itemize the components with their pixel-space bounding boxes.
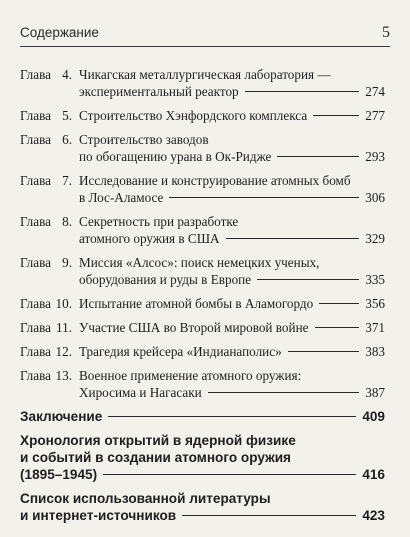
- entry-title-text: Список использованной литературы: [20, 491, 271, 506]
- chapter-label: Глава: [20, 67, 51, 82]
- entry-line: [79, 384, 385, 401]
- entry-line: [79, 66, 385, 83]
- chapter-label: Глава: [20, 132, 51, 147]
- entry-page-number: 383: [365, 344, 385, 359]
- entry-page-number: 335: [365, 272, 385, 287]
- chapter-label: Глава: [20, 255, 51, 270]
- entry-page-number: 387: [365, 385, 385, 400]
- entry-title-text: по обогащению урана в Ок-Ридже: [79, 149, 272, 164]
- entry-page-number: 306: [365, 190, 385, 205]
- toc-chapter-entry: [20, 343, 385, 360]
- chapter-body: [79, 343, 385, 360]
- entry-page-number: 371: [365, 320, 385, 335]
- entry-line: [79, 230, 385, 247]
- entry-page-number: 409: [362, 409, 385, 424]
- dot-leader: [319, 303, 359, 304]
- entry-line: [79, 319, 385, 336]
- toc-section-entry: [20, 432, 385, 483]
- dot-leader: [257, 279, 359, 280]
- chapter-body: [79, 131, 385, 165]
- entry-line: [20, 490, 385, 507]
- entry-title-text: Исследование и конструирование атомных бомб: [79, 173, 351, 188]
- chapter-number: 4.: [62, 67, 72, 82]
- chapter-number: 7.: [62, 173, 72, 188]
- entry-line: [20, 507, 385, 524]
- entry-line: [79, 189, 385, 206]
- entry-line: [79, 148, 385, 165]
- entry-title-text: оборудования и руды в Европе: [79, 272, 252, 287]
- toc-chapter-entry: [20, 172, 385, 206]
- toc-chapter-entry: [20, 213, 385, 247]
- chapter-number: 10.: [55, 296, 72, 311]
- toc-chapter-entry: [20, 295, 385, 312]
- entry-title-text: Хронология открытий в ядерной физике: [20, 433, 296, 448]
- running-head: [20, 24, 390, 42]
- chapter-number: 9.: [62, 255, 72, 270]
- chapter-number: 11.: [56, 320, 72, 335]
- chapter-label: Глава: [20, 214, 51, 229]
- entry-line: [79, 343, 385, 360]
- entry-title-text: и интернет-источников: [20, 508, 177, 523]
- dot-leader: [313, 115, 359, 116]
- toc-chapter-entry: [20, 66, 385, 100]
- entry-title-text: Секретность при разработке: [79, 214, 239, 229]
- dot-leader: [108, 416, 356, 417]
- entry-page-number: 423: [362, 508, 385, 523]
- entry-line: [20, 432, 385, 449]
- entry-title-text: Участие США во Второй мировой войне: [79, 320, 309, 335]
- entry-line: [79, 295, 385, 312]
- entry-title-text: Строительство заводов: [79, 132, 209, 147]
- entry-page-number: 274: [365, 84, 385, 99]
- entry-page-number: 416: [362, 467, 385, 482]
- dot-leader: [182, 515, 356, 516]
- entry-page-number: 293: [365, 149, 385, 164]
- dot-leader: [315, 327, 360, 328]
- entry-line: [79, 254, 385, 271]
- chapter-body: [79, 172, 385, 206]
- entry-line: [79, 83, 385, 100]
- chapter-number: 12.: [55, 344, 72, 359]
- entry-title-text: Заключение: [20, 409, 103, 424]
- running-head-title: Содержание: [20, 25, 99, 40]
- entry-title-text: экспериментальный реактор: [79, 84, 239, 99]
- chapter-number: 6.: [62, 132, 72, 147]
- entry-line: [79, 172, 385, 189]
- entry-line: [79, 107, 385, 124]
- chapter-body: [79, 107, 385, 124]
- entry-title-text: (1895–1945): [20, 467, 98, 482]
- chapter-label: Глава: [20, 344, 51, 359]
- chapter-label: Глава: [20, 108, 51, 123]
- entry-title-text: в Лос-Аламосе: [79, 190, 164, 205]
- chapter-body: [79, 254, 385, 288]
- entry-title-text: Хиросима и Нагасаки: [79, 385, 202, 400]
- toc-chapter-entry: [20, 107, 385, 124]
- chapter-body: [79, 367, 385, 401]
- dot-leader: [277, 156, 359, 157]
- dot-leader: [288, 351, 359, 352]
- chapter-number: 13.: [55, 368, 72, 383]
- table-of-contents: [20, 66, 385, 531]
- header-rule: [20, 46, 390, 47]
- entry-line: [20, 449, 385, 466]
- entry-line: [79, 271, 385, 288]
- entry-line: [79, 367, 385, 384]
- toc-chapter-entry: [20, 319, 385, 336]
- toc-chapter-entry: [20, 254, 385, 288]
- toc-chapter-entry: [20, 131, 385, 165]
- entry-title-text: Строительство Хэнфордского комплекса: [79, 108, 308, 123]
- dot-leader: [169, 197, 359, 198]
- toc-section-entry: [20, 490, 385, 524]
- entry-title-text: Испытание атомной бомбы в Аламогордо: [79, 296, 314, 311]
- entry-title-text: Чикагская металлургическая лаборатория —: [79, 67, 331, 82]
- entry-page-number: 277: [365, 108, 385, 123]
- chapter-label: Глава: [20, 368, 51, 383]
- dot-leader: [208, 392, 359, 393]
- chapter-number: 5.: [62, 108, 72, 123]
- chapter-body: [79, 319, 385, 336]
- entry-line: [20, 466, 385, 483]
- entry-page-number: 356: [365, 296, 385, 311]
- chapter-label: Глава: [20, 173, 51, 188]
- chapter-body: [79, 295, 385, 312]
- toc-section-entry: [20, 408, 385, 425]
- entry-line: [79, 131, 385, 148]
- dot-leader: [103, 474, 356, 475]
- chapter-body: [79, 213, 385, 247]
- entry-title-text: и событий в создании атомного оружия: [20, 450, 291, 465]
- entry-title-text: Миссия «Алсос»: поиск немецких ученых,: [79, 255, 320, 270]
- dot-leader: [226, 238, 359, 239]
- entry-title-text: Военное применение атомного оружия:: [79, 368, 302, 383]
- page-number: 5: [382, 24, 390, 41]
- entry-title-text: Трагедия крейсера «Индианаполис»: [79, 344, 282, 359]
- entry-line: [20, 408, 385, 425]
- entry-line: [79, 213, 385, 230]
- toc-chapter-entry: [20, 367, 385, 401]
- entry-page-number: 329: [365, 231, 385, 246]
- entry-title-text: атомного оружия в США: [79, 231, 220, 246]
- dot-leader: [245, 91, 359, 92]
- chapter-label: Глава: [20, 320, 51, 335]
- chapter-body: [79, 66, 385, 100]
- chapter-number: 8.: [62, 214, 72, 229]
- chapter-label: Глава: [20, 296, 51, 311]
